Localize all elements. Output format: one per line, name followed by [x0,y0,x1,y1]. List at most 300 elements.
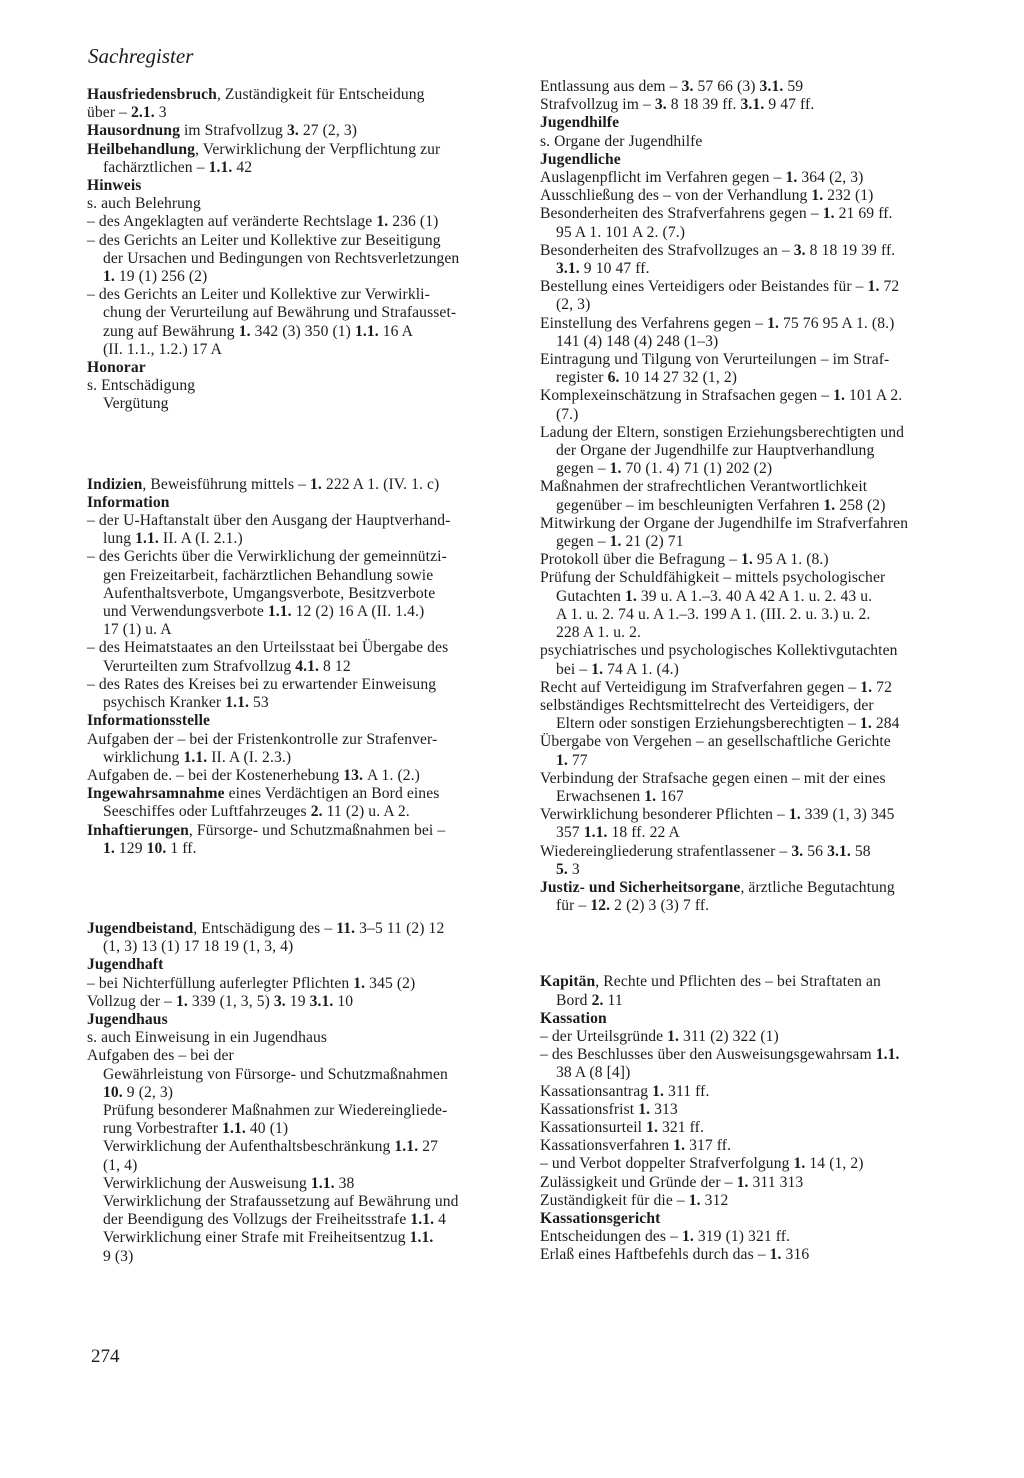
index-keyword: 1. [176,992,188,1010]
index-line [540,1101,972,1119]
index-line [540,278,972,296]
index-text: wirklichung [87,748,184,766]
index-text: der Beendigung des Vollzugs der Freiheitsstrafe [87,1211,411,1229]
index-line [87,712,527,730]
index-line [87,512,527,530]
index-line [87,676,527,694]
index-line [87,1248,527,1266]
index-text: II. A (I. 2.3.) [207,748,292,766]
index-text: , Zuständigkeit für Entscheidung [216,86,425,103]
index-keyword: Hausordnung [87,122,180,140]
index-line [87,639,527,657]
index-keyword: Kassationsgericht [540,1209,661,1227]
index-section-k [540,973,972,1264]
right-column [540,78,972,1265]
index-text: Zulässigkeit und Gründe der – [540,1173,737,1191]
index-text: gen Freizeitarbeit, fachärztlichen Behandlung sowie [87,566,434,584]
index-line [540,1064,972,1082]
index-text: 38 [334,1174,355,1192]
index-keyword: 1. [867,278,880,296]
index-text: 313 [650,1100,678,1118]
index-text: Erlaß eines Haftbefehls durch das – [540,1246,770,1264]
index-text: (7.) [540,405,579,423]
index-line [540,770,972,788]
index-text: 3–5 11 (2) 12 [355,919,445,937]
index-text: 9 47 ff. [764,96,815,114]
index-line [540,242,972,260]
index-line [540,1028,972,1046]
index-line [540,333,972,351]
index-keyword: 1. [860,678,873,696]
index-text: Besonderheiten des Strafverfahrens gegen – [540,205,823,223]
index-line [540,1083,972,1101]
index-line [540,551,972,569]
index-keyword: Jugendhilfe [540,114,620,132]
index-keyword: 3. [654,96,667,114]
index-text: 27 (2, 3) [298,122,358,140]
index-text: 1 ff. [166,839,197,857]
index-text: 70 (1. 4) 71 (1) 202 (2) [621,460,773,478]
index-text [540,260,556,277]
index-text: Besonderheiten des Strafvollzuges an – [540,241,794,259]
index-text: 312 [700,1191,729,1209]
index-text: 59 [783,78,804,95]
index-text: – und Verbot doppelter Strafverfolgung [540,1155,794,1173]
index-keyword: 1. [785,169,798,187]
index-keyword: 3.1. [309,992,334,1010]
index-keyword: 1. [652,1082,665,1100]
index-text: Aufgaben der – bei der Fristenkontrolle zur Strafenver- [87,730,438,748]
index-text: Entscheidungen des – [540,1228,682,1246]
index-line [87,232,527,250]
index-keyword: 1. [644,787,657,805]
index-text: 10 [333,992,354,1010]
index-line [87,122,527,140]
index-line [87,268,527,286]
index-text: Vergütung [87,395,169,413]
index-line [87,159,527,177]
index-text: 19 (1) 256 (2) [114,268,208,286]
index-keyword: 1. [811,187,824,205]
index-text: s. Organe der Jugendhilfe [540,132,703,150]
index-line [540,606,972,624]
index-keyword: 1. [822,205,835,223]
index-text: , ärztliche Begutachtung [740,878,895,896]
index-keyword: 1. [688,1191,701,1209]
index-text: , Fürsorge- und Schutzmaßnahmen bei – [188,821,446,839]
index-line [540,478,972,496]
index-keyword: Heilbehandlung [87,140,195,158]
index-text: Kassationsverfahren [540,1137,674,1155]
index-text: – des Heimatstaates an den Urteilsstaat bei Übergabe des [87,639,449,657]
index-line [540,679,972,697]
index-text: Gewährleistung von Fürsorge- und Schutzmaßnahmen [87,1065,448,1083]
index-keyword: 1. [310,475,322,493]
index-keyword: Jugendliche [540,150,621,168]
index-text: 42 [232,158,253,176]
index-keyword: 3.1. [759,78,784,95]
index-text: 75 76 95 A 1. (8.) [779,314,895,332]
index-line [540,1246,972,1264]
index-line [540,1192,972,1210]
index-text: – des Gerichts an Leiter und Kollektive zur Verwirkli- [87,286,430,304]
index-keyword: 1.1. [183,748,208,766]
index-line [540,1210,972,1228]
index-text: 10 14 27 32 (1, 2) [619,369,738,387]
index-text: 339 (1, 3) 345 [800,806,895,824]
index-text: , Entschädigung des – [193,919,337,937]
index-line [87,1120,527,1138]
index-line [540,1010,972,1028]
index-keyword: 13. [343,766,364,784]
index-keyword: 1.1. [310,1174,335,1192]
index-text: 11 [603,991,623,1009]
index-line [87,731,527,749]
index-line [540,133,972,151]
index-line [540,406,972,424]
index-keyword: 2. [310,803,323,821]
index-text: Auslagenpflicht im Verfahren gegen – [540,169,786,187]
index-text: fachärztlichen – [87,158,209,176]
index-line [87,767,527,785]
index-keyword: 3. [286,122,299,140]
index-line [87,377,527,395]
index-line [540,351,972,369]
index-section-i [87,476,527,858]
index-keyword: 10. [103,1083,123,1101]
index-text: 19 [285,992,310,1010]
index-keyword: 1.1. [354,322,379,340]
index-text: Verwirklichung der Strafaussetzung auf Bewährung und [87,1192,459,1210]
index-line [540,151,972,169]
index-text: A 1. (2.) [363,766,420,784]
index-section-j [87,920,527,1266]
index-line [87,1229,527,1247]
index-text: Ausschließung des – von der Verhandlung [540,187,812,205]
left-column [87,86,527,1266]
index-line [87,1084,527,1102]
index-line [540,624,972,642]
index-text: Verwirklichung der Aufenthaltsbeschränkung [87,1138,395,1156]
index-text: 27 [418,1138,438,1156]
index-line [87,840,527,858]
index-text: Eltern oder sonstigen Erziehungsberechtigten – [540,715,860,733]
index-text: 40 (1) [245,1120,289,1138]
index-keyword: 1. [788,806,801,824]
index-line [87,250,527,268]
index-keyword: 1.1. [409,1229,434,1247]
index-line [87,785,527,803]
index-text: lung [87,530,136,548]
index-line [87,822,527,840]
index-text: der Organe der Jugendhilfe zur Hauptverhandlung [540,442,875,460]
index-keyword: 1. [667,1027,680,1045]
index-keyword: 2.1. [131,104,155,122]
index-text: Komplexeinschätzung in Strafsachen gegen – [540,387,834,405]
index-line [87,694,527,712]
index-line [87,1011,527,1029]
index-text: selbständiges Rechtsmittelrecht des Verteidigers, der [540,696,874,714]
index-text: 9 10 47 ff. [579,260,650,278]
index-text: Kassationsurteil [540,1118,647,1136]
index-line [540,296,972,314]
index-line [540,260,972,278]
index-text: 2 (2) 3 (3) 7 ff. [610,897,710,915]
index-keyword: 1. [741,551,753,569]
index-text: 95 A 1. 101 A 2. (7.) [540,223,686,241]
index-line [87,975,527,993]
index-keyword: Information [87,493,170,511]
page-number: 274 [91,1346,120,1367]
index-keyword: 1. [673,1137,686,1155]
index-keyword: 1. [646,1118,658,1136]
index-text: Gutachten [540,587,625,605]
index-keyword: 1.1. [394,1138,419,1156]
index-text: (II. 1.1., 1.2.) 17 A [87,340,223,358]
index-keyword: Jugendbeistand [87,919,194,937]
index-keyword: 1.1. [583,824,608,842]
index-text: 14 (1, 2) [805,1155,864,1173]
index-text: – bei Nichterfüllung auferlegter Pflichten [87,974,354,992]
index-line [87,920,527,938]
page-header-title: Sachregister [88,44,194,68]
index-text: – des Angeklagten auf veränderte Rechtslage [87,213,377,231]
index-keyword: Indizien [87,475,143,493]
index-text: Protokoll über die Befragung – [540,551,742,569]
index-text: 57 66 (3) [693,78,760,95]
index-line [87,621,527,639]
index-keyword: 1. [624,587,637,605]
index-line [540,569,972,587]
index-line [540,442,972,460]
index-keyword: 3. [793,241,806,259]
index-text: 228 A 1. u. 2. [540,624,642,642]
index-line [87,1102,527,1120]
index-keyword: 1. [833,387,846,405]
index-keyword: 1.1. [222,1120,246,1138]
index-line [540,460,972,478]
index-text: 72 [879,278,900,296]
index-keyword: 3.1. [827,842,851,860]
index-text: gegen – [540,460,610,478]
index-line [87,104,527,122]
index-line [540,588,972,606]
index-line [540,879,972,897]
index-text: 311 ff. [664,1082,710,1100]
index-line [87,956,527,974]
index-line [87,548,527,566]
index-text: 11 (2) u. A 2. [322,803,410,821]
index-keyword: Justiz- und Sicherheitsorgane [540,878,741,896]
index-keyword: 1. [736,1173,749,1191]
index-text: der Ursachen und Bedingungen von Rechtsverletzungen [87,249,460,267]
index-text: 339 (1, 3, 5) [187,992,274,1010]
index-line [540,861,972,879]
index-keyword: 1. [591,660,604,678]
index-line [540,661,972,679]
index-text: 38 A (8 [4]) [540,1064,631,1082]
index-text: 316 [781,1246,810,1264]
index-text: gegen – [540,533,610,551]
index-text: im Strafvollzug [179,122,287,140]
index-keyword: 1.1. [410,1211,435,1229]
index-keyword: 3.1. [556,260,580,278]
index-keyword: 1.1. [225,694,249,712]
index-text: 77 [567,751,588,769]
index-text: Erwachsenen [540,787,645,805]
index-text [87,268,103,285]
index-keyword: 1. [609,460,622,478]
index-text: 12 (2) 16 A (II. 1.4.) [291,603,425,621]
index-keyword: 1. [681,1228,694,1246]
index-text: – des Gerichts über die Verwirklichung der gemeinnützi- [87,548,447,566]
index-line [540,788,972,806]
index-text: Aufgaben de. – bei der Kostenerhebung [87,766,344,784]
index-line [87,1193,527,1211]
index-text: 8 18 19 39 ff. [805,241,896,259]
index-keyword: 1. [767,314,780,332]
index-line [540,497,972,515]
index-keyword: 1.1. [875,1046,900,1064]
index-keyword: 1.1. [267,603,292,621]
index-keyword: 1. [103,839,115,857]
index-keyword: 1. [859,715,872,733]
index-text: (1, 4) [87,1156,138,1174]
index-line [87,585,527,603]
index-section-h [87,86,527,414]
index-keyword: 6. [607,369,620,387]
index-text: s. Entschädigung [87,377,196,395]
index-line [87,177,527,195]
index-keyword: Inhaftierungen [87,821,189,839]
index-text: chung der Verurteilung auf Bewährung und Strafausset- [87,304,457,322]
index-keyword: 10. [146,839,167,857]
index-text: zung auf Bewährung [87,322,239,340]
index-text: 311 (2) 322 (1) [679,1027,779,1045]
index-keyword: 3.1. [740,96,765,114]
index-keyword: 5. [556,860,568,878]
index-keyword: 3. [273,992,286,1010]
index-line [87,395,527,413]
index-line [87,213,527,231]
index-text [87,840,103,857]
index-line [540,369,972,387]
index-line [87,658,527,676]
index-line [540,315,972,333]
index-line [87,86,527,104]
index-line [540,78,972,96]
index-line [540,843,972,861]
index-text: 58 [850,842,871,860]
index-line [87,530,527,548]
index-line [540,824,972,842]
index-text: 4 [434,1211,447,1229]
index-text: (1, 3) 13 (1) 17 18 19 (1, 3, 4) [87,938,294,956]
index-text: Verwirklichung einer Strafe mit Freiheitsentzug [87,1229,410,1247]
index-line [540,533,972,551]
index-text: Zuständigkeit für die – [540,1191,689,1209]
index-text: 3 [154,104,167,122]
index-text: 56 [803,842,828,860]
index-text: Maßnahmen der strafrechtlichen Verantwortlichkeit [540,478,868,496]
index-text: und Verwendungsverbote [87,603,268,621]
index-line [540,96,972,114]
index-keyword: 11. [336,919,356,937]
index-text [87,1084,103,1101]
index-text: Übergabe von Vergehen – an gesellschaftliche Gerichte [540,733,891,751]
index-text: Eintragung und Tilgung von Verurteilungen – im Straf- [540,351,890,369]
index-text: 364 (2, 3) [797,169,864,187]
index-text: 222 A 1. (IV. 1. c) [321,475,440,493]
index-line [87,141,527,159]
index-line [540,733,972,751]
index-line [540,806,972,824]
index-text: Verurteilten zum Strafvollzug [87,657,296,675]
index-text: Seeschiffes oder Luftfahrzeuges [87,803,311,821]
index-text: 9 (2, 3) [122,1083,174,1101]
index-keyword: 1. [609,533,622,551]
index-text: 21 (2) 71 [621,533,684,551]
index-line [87,1047,527,1065]
index-keyword: 12. [590,897,611,915]
index-line [87,1138,527,1156]
index-line [540,187,972,205]
index-line [540,169,972,187]
index-text: 321 ff. [657,1118,704,1136]
index-text: 95 A 1. (8.) [752,551,829,569]
index-line [540,114,972,132]
index-keyword: 3. [681,78,694,95]
index-text: Verwirklichung der Ausweisung [87,1174,311,1192]
index-text: 258 (2) [835,496,886,514]
index-text: psychisch Kranker [87,694,226,712]
index-line [87,603,527,621]
index-text: , Verwirklichung der Verpflichtung zur [195,140,441,158]
index-line [540,1046,972,1064]
index-section-j-continued [540,78,972,915]
index-keyword: Ingewahrsamnahme [87,785,225,803]
index-text [540,861,556,878]
index-line [540,715,972,733]
index-text: 319 (1) 321 ff. [693,1228,791,1246]
index-keyword: 1. [376,213,389,231]
index-keyword: 1.1. [135,530,159,548]
index-text: Aufgaben des – bei der [87,1047,234,1065]
index-keyword: 1. [793,1155,806,1173]
index-keyword: 1.1. [208,158,233,176]
index-text: 342 (3) 350 (1) [250,322,355,340]
index-text: bei – [540,660,592,678]
index-text: Prüfung der Schuldfähigkeit – mittels psychologischer [540,569,886,587]
index-text: 72 [872,678,892,696]
index-line [540,1137,972,1155]
index-line [87,1157,527,1175]
index-line [540,992,972,1010]
index-text: 357 [540,824,584,842]
index-text: 9 (3) [87,1247,134,1265]
index-keyword: Kapitän [540,973,596,991]
index-text: für – [540,897,591,915]
index-keyword: Jugendhaft [87,956,164,974]
index-text: rung Vorbestrafter [87,1120,223,1138]
index-keyword: Hausfriedensbruch [87,86,217,103]
index-text: s. auch Belehrung [87,195,201,213]
index-line [87,1175,527,1193]
index-text: Bestellung eines Verteidigers oder Beistandes für – [540,278,868,296]
index-line [87,494,527,512]
index-line [87,341,527,359]
index-keyword: Hinweis [87,177,142,195]
